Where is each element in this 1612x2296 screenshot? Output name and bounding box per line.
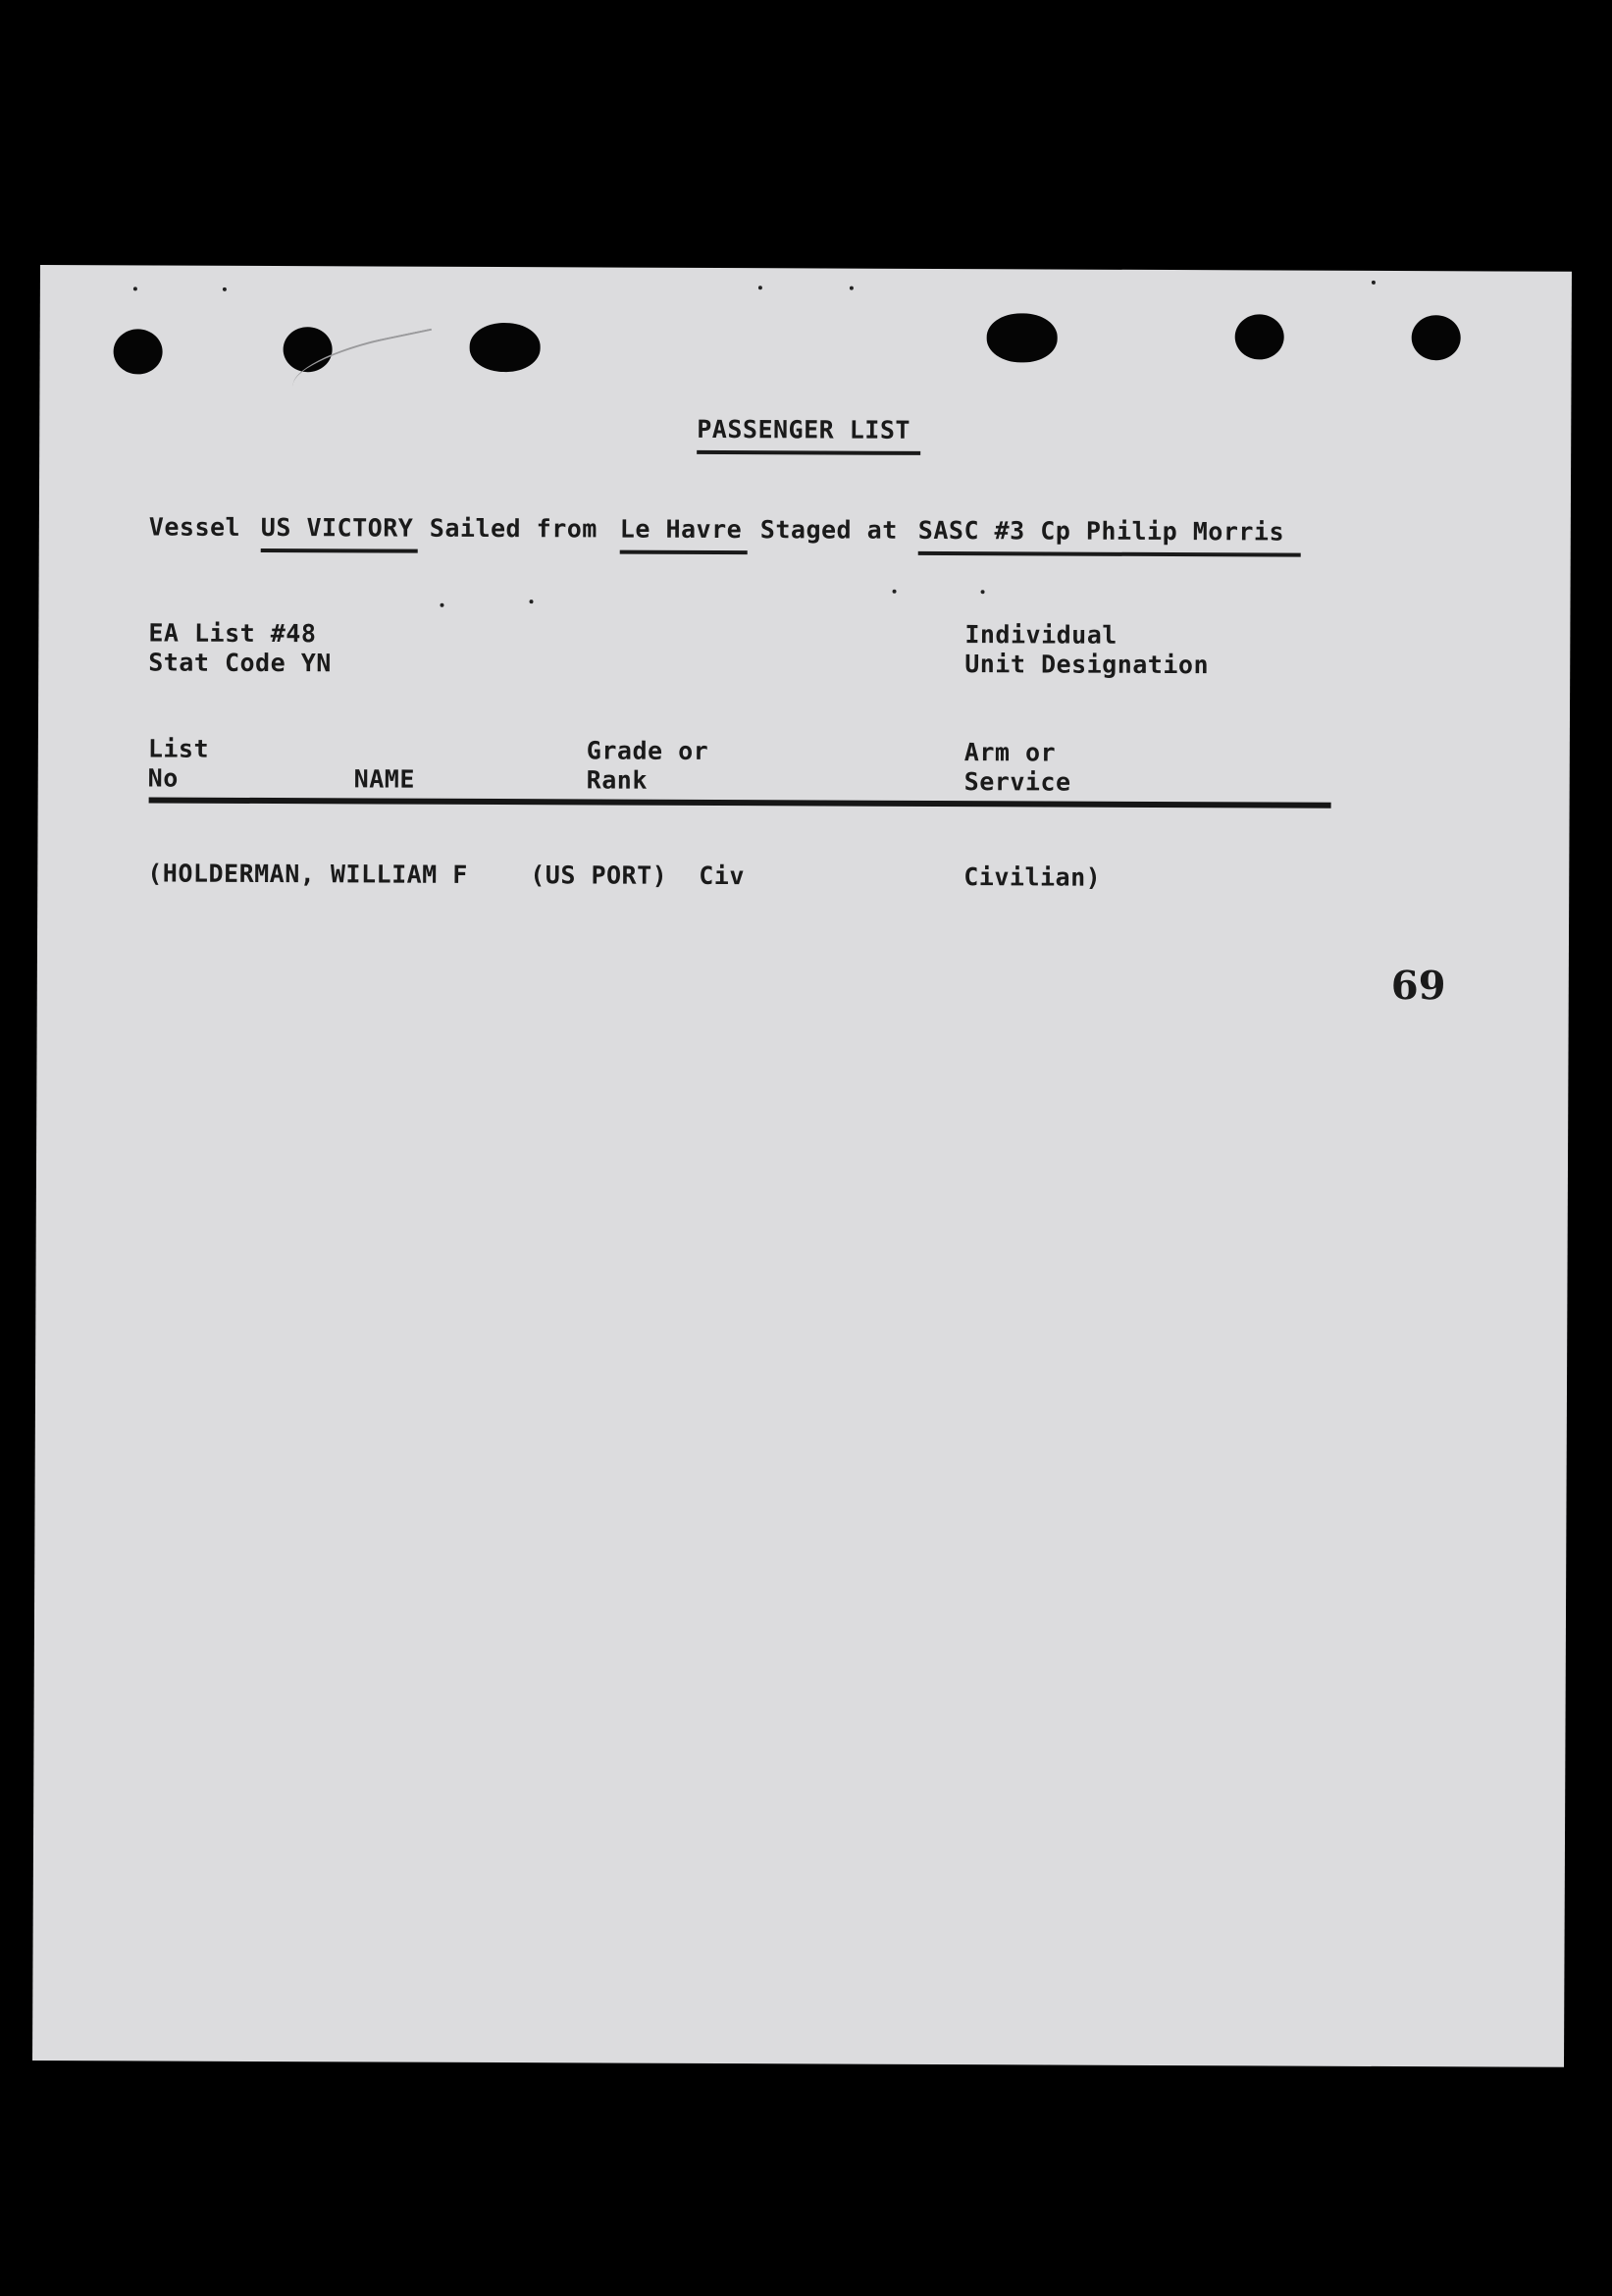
- ea-list-number: EA List #48: [148, 618, 317, 649]
- document-title: PASSENGER LIST: [697, 414, 911, 444]
- dust-speck: [440, 603, 443, 607]
- punch-hole: [114, 329, 163, 374]
- dust-speck: [981, 590, 985, 594]
- page-number: 69: [1390, 963, 1446, 1010]
- column-header-grade-line2: Rank: [586, 765, 648, 795]
- punch-hole: [987, 313, 1058, 362]
- departure-port: Le Havre: [619, 514, 743, 545]
- dust-speck: [529, 600, 533, 603]
- dust-speck: [1372, 281, 1376, 285]
- sailed-from-label: Sailed from: [429, 513, 598, 544]
- passenger-grade: Civ: [699, 861, 746, 891]
- column-header-list-no-line1: List: [147, 734, 210, 763]
- vessel-label: Vessel: [148, 512, 241, 542]
- column-header-arm-line2: Service: [963, 767, 1071, 797]
- dust-speck: [758, 286, 762, 289]
- staging-area-underline: [918, 551, 1301, 557]
- dust-speck: [893, 590, 897, 594]
- passenger-service: Civilian): [963, 862, 1102, 892]
- column-header-list-no-line2: No: [147, 763, 179, 793]
- column-header-name: NAME: [353, 764, 415, 794]
- punch-hole: [1412, 315, 1461, 360]
- punch-hole: [1235, 314, 1284, 359]
- stat-code: Stat Code YN: [148, 648, 332, 678]
- title-underline: [697, 450, 920, 455]
- departure-port-underline: [620, 550, 748, 555]
- dust-speck: [133, 287, 137, 290]
- dust-speck: [850, 287, 854, 290]
- dust-speck: [223, 287, 227, 291]
- column-header-arm-line1: Arm or: [963, 738, 1057, 767]
- staged-at-label: Staged at: [759, 515, 898, 545]
- punch-hole: [470, 323, 541, 372]
- column-header-grade-line1: Grade or: [586, 736, 709, 765]
- passenger-name: (HOLDERMAN, WILLIAM F: [147, 859, 468, 889]
- unit-designation-header-line2: Unit Designation: [964, 650, 1210, 680]
- paper-sheet: [32, 265, 1572, 2067]
- passenger-unit: (US PORT): [530, 861, 668, 890]
- vessel-name: US VICTORY: [260, 512, 414, 543]
- staging-area: SASC #3 Cp Philip Morris: [917, 515, 1285, 547]
- header-rule: [149, 797, 1331, 808]
- unit-designation-header-line1: Individual: [964, 620, 1118, 650]
- vessel-name-underline: [261, 548, 418, 553]
